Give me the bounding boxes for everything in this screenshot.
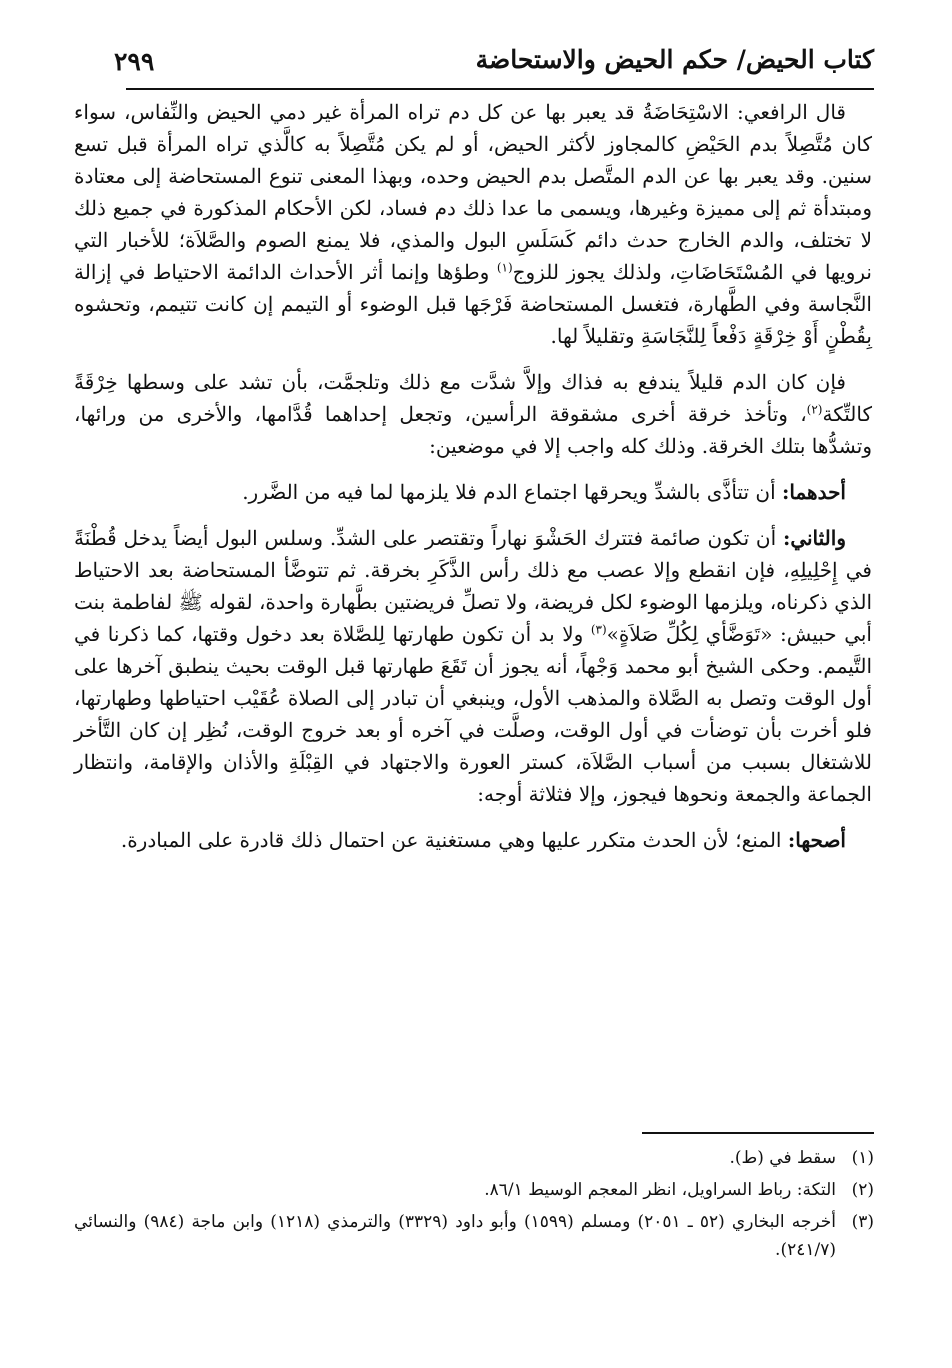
- paragraph-4-text: أن تكون صائمة فتترك الحَشْوَ نهاراً وتقتصر على الشدِّ. وسلس البول أيضاً يدخل قُطْنَةً في إِحْلِيلِهِ، فإن انقطع وإلا عصب مع ذلك رأس الذَّكَرِ بخرقة. ثم تتوضَّأ المستحاضة بعد الاحتياط الذي ذكرناه، ويلزمها الوضوء لكل فريضة، ولا تصلِّ فريضتين بطَّهارة واحدة، لقوله ﷺ لفاطمة بنت أبي حبيش: «تَوَضَّأي لِكُلِّ صَلاَةٍ»: [74, 526, 872, 646]
- paragraph-gap: [74, 508, 872, 522]
- footnote-number: (٢): [851, 1180, 874, 1200]
- paragraph-3-text: أن تتأذَّى بالشدِّ ويحرقها اجتماع الدم فلا يلزمها لما فيه من الضَّرر.: [242, 480, 782, 504]
- paragraph-3-label: أحدهما:: [781, 480, 846, 504]
- footnotes: [74, 1144, 874, 1268]
- paragraph-1-continued: وطؤها وإنما أثر الأحداث الدائمة الاحتياط في إزالة النَّجاسة وفي الطَّهارة، فتغسل المستحاضة فَرْجَها قبل الوضوء أو التيمم إن كانت تتيمم، وتحشوه بِقُطْنٍ أَوْ خِرْقَةٍ دَفْعاً لِلنَّجَاسَةِ وتقليلاً لها.: [74, 260, 872, 348]
- paragraph-gap: [74, 462, 872, 476]
- footnote-ref-1: (١): [496, 260, 513, 275]
- paragraph-gap: [74, 810, 872, 824]
- footnote-text: التكة: رباط السراويل، انظر المعجم الوسيط ٨٦/١.: [484, 1180, 836, 1200]
- footnote-text: أخرجه البخاري (٥٢ ـ ٢٠٥١) ومسلم (١٥٩٩) وأبو داود (٣٣٢٩) والترمذي (١٢١٨) وابن ماجة (٩٨٤) والنسائي (٢٤١/٧).: [74, 1212, 836, 1260]
- footnote-2: [74, 1176, 874, 1204]
- paragraph-5-text: المنع؛ لأن الحدث متكرر عليها وهي مستغنية عن احتمال ذلك قادرة على المبادرة.: [120, 828, 788, 852]
- footnote-number: (٣): [851, 1212, 874, 1232]
- paragraph-2-continued: ، وتأخذ خرقة أخرى مشقوقة الرأسين، وتجعل إحداهما قُدَّامها، والأخرى من ورائها، وتشدُّها بتلك الخرقة. وذلك كله واجب إلا في موضعين:: [74, 402, 872, 458]
- paragraph-1: [74, 96, 872, 352]
- main-text: [74, 96, 872, 856]
- paragraph-5: [74, 824, 872, 856]
- paragraph-gap: [74, 352, 872, 366]
- paragraph-4-continued: ولا بد أن تكون طهارتها لِلصَّلاة بعد دخول وقتها، كما ذكرنا في التَّيمم. وحكى الشيخ أبو محمد وَجْهاً، أنه يجوز أن تَقَعَ طهارتها قبل الوقت بحيث ينطبق آخرها على أول الوقت وتصل به الصَّلاة والمذهب الأول، وينبغي أن تبادر إلى الصلاة عُقَيْب احتياطها وطهارتها، فلو أخرت بأن توضأت في أول الوقت، وصلَّت في آخره أو بعد خروج الوقت، نُظِر إن كان التَّأخر للاشتغال بسبب من أسباب الصَّلاَة، كستر العورة والاجتهاد في القِبْلَةِ والأذان والإقامة، وانتظار الجماعة والجمعة ونحوها فيجوز، وإلا فثلاثة أوجه:: [74, 622, 872, 806]
- footnote-text: سقط في (ط).: [729, 1148, 836, 1168]
- footnote-divider: [642, 1132, 874, 1134]
- page-number: ٢٩٩: [114, 47, 155, 76]
- paragraph-2: [74, 366, 872, 462]
- running-head: كتاب الحيض/ حكم الحيض والاستحاضة: [475, 45, 874, 74]
- footnote-ref-2: (٢): [806, 402, 823, 417]
- footnote-number: (١): [851, 1148, 874, 1168]
- page-header: [80, 40, 874, 86]
- paragraph-4-label: والثاني:: [782, 526, 846, 550]
- header-divider: [126, 88, 874, 90]
- paragraph-2-text: فإن كان الدم قليلاً يندفع به فذاك وإلاَّ شدَّت مع ذلك وتلجمَّت، بأن تشد على وسطها خِرْقَةً كالتِّكة: [74, 370, 872, 426]
- paragraph-4: [74, 522, 872, 810]
- footnote-1: [74, 1144, 874, 1172]
- paragraph-3: [74, 476, 872, 508]
- footnote-ref-3: (٣): [590, 622, 607, 637]
- footnote-3: [74, 1208, 874, 1264]
- paragraph-1-text: قال الرافعي: الاسْتِحَاضَةُ قد يعبر بها عن كل دم تراه المرأة غير دمي الحيض والنِّفاس، سواء كان مُتَّصِلاً بدم الحَيْضِ كالمجاوز لأكثر الحيض، أو لم يكن مُتَّصِلاً به كالَّذي تراه المرأة قبل تسع سنين. وقد يعبر بها عن الدم المتَّصل بدم الحيض وحده، وبهذا المعنى تنوع المستحاضة إلى معتادة ومبتدأة ثم إلى مميزة وغيرها، ويسمى ما عدا ذلك دم فساد، لكن الأحكام المذكورة في جميع ذلك لا تختلف، والدم الخارج حدث دائم كَسَلَسِ البول والمذي، فلا يمنع الصوم والصَّلاَة؛ للأخبار التي نرويها في المُسْتَحَاضَاتِ، ولذلك يجوز للزوج: [74, 100, 873, 284]
- paragraph-5-label: أصحها:: [787, 828, 846, 852]
